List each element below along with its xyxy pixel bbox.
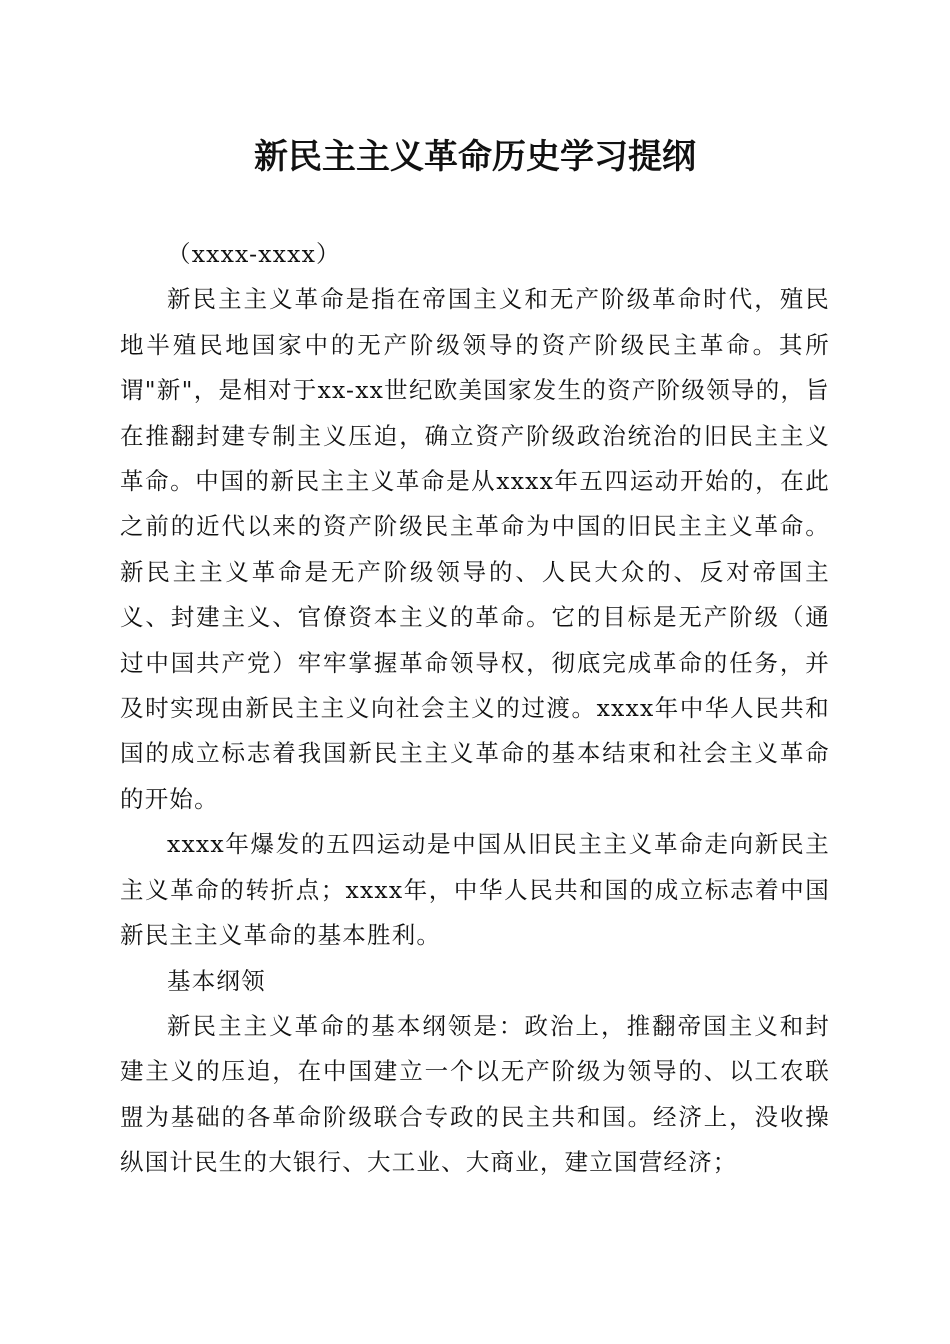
section-heading-basic-program: 基本纲领: [167, 966, 266, 995]
paragraph-basic-program: 新民主主义革命的基本纲领是：政治上，推翻帝国主义和封建主义的压迫，在中国建立一个以无产阶级为领导的、以工农联盟为基础的各革命阶级联合专政的民主共和国。经济上，没收操纵国计民生的大银行、大工业、大商业，建立国营经济；: [120, 1011, 830, 1177]
paragraph-turning-point: xxxx年爆发的五四运动是中国从旧民主主义革命走向新民主主义革命的转折点；xxxx年，中华人民共和国的成立标志着中国新民主主义革命的基本胜利。: [120, 830, 830, 950]
document-title: 新民主主义革命历史学习提纲: [254, 137, 696, 177]
paragraph-intro: 新民主主义革命是指在帝国主义和无产阶级革命时代，殖民地半殖民地国家中的无产阶级领导的资产阶级民主革命。其所谓"新"，是相对于xx-xx世纪欧美国家发生的资产阶级领导的，旨在推翻封建专制主义压迫，确立资产阶级政治统治的旧民主主义革命。中国的新民主主义革命是从xxxx年五四运动开始的，在此之前的近代以来的资产阶级民主革命为中国的旧民主主义革命。新民主主义革命是无产阶级领导的、人民大众的、反对帝国主义、封建主义、官僚资本主义的革命。它的目标是无产阶级（通过中国共产党）牢牢掌握革命领导权，彻底完成革命的任务，并及时实现由新民主主义向社会主义的过渡。xxxx年中华人民共和国的成立标志着我国新民主主义革命的基本结束和社会主义革命的开始。: [120, 285, 830, 813]
document-body: [120, 232, 830, 1186]
date-range: （xxxx-xxxx）: [167, 240, 341, 268]
